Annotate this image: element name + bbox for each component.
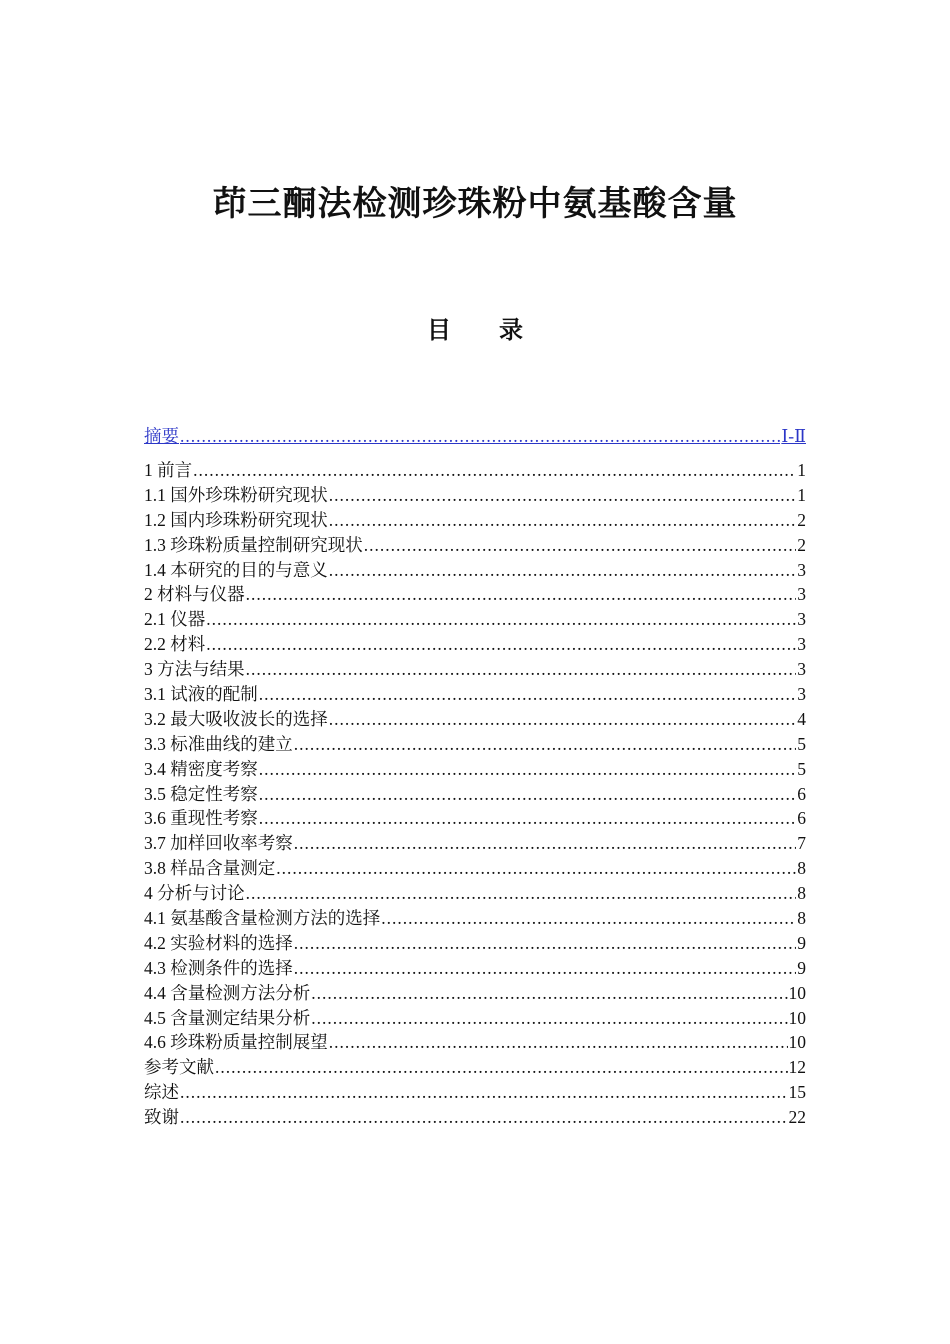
toc-entry-label: 1 前言	[144, 460, 193, 480]
toc-entry-label: 4.4 含量检测方法分析	[144, 982, 311, 1003]
toc-entry-page: 6	[797, 808, 806, 829]
toc-dot-leader	[259, 757, 797, 782]
toc-entry-label: 参考文献	[144, 1057, 214, 1078]
toc-entry-page: 6	[797, 783, 806, 804]
toc-entry-page: Ⅰ-Ⅱ	[781, 426, 806, 446]
toc-entry[interactable]	[144, 931, 806, 956]
toc-entry[interactable]	[144, 508, 806, 533]
toc-entry[interactable]	[144, 1080, 806, 1105]
toc-entry-page: 22	[788, 1107, 806, 1128]
toc-entry[interactable]	[144, 831, 806, 856]
toc-dot-leader	[381, 906, 796, 931]
toc-entry[interactable]	[144, 856, 806, 881]
toc-entry-label: 1.1 国外珍珠粉研究现状	[144, 484, 328, 505]
toc-entry-page: 10	[788, 1032, 806, 1053]
toc-dot-leader	[294, 732, 797, 757]
toc-entry-label: 3.3 标准曲线的建立	[144, 733, 293, 754]
toc-entry[interactable]	[144, 981, 806, 1006]
toc-entry-page: 8	[797, 858, 806, 879]
toc-entry-page: 3	[797, 634, 806, 655]
toc-entry[interactable]	[144, 458, 806, 483]
toc-entry[interactable]	[144, 558, 806, 583]
toc-link-abstract[interactable]	[144, 422, 806, 450]
toc-entry-label: 4.6 珍珠粉质量控制展望	[144, 1032, 328, 1053]
toc-entry-page: 2	[797, 534, 806, 555]
toc-entry-page: 2	[797, 509, 806, 530]
toc-entry[interactable]	[144, 657, 806, 682]
toc-dot-leader	[311, 1006, 787, 1031]
toc-entry-label: 摘要	[144, 426, 179, 446]
toc-entry-label: 3.6 重现性考察	[144, 808, 258, 829]
toc-entry[interactable]	[144, 632, 806, 657]
toc-entry-label: 2.1 仪器	[144, 609, 206, 630]
toc-dot-leader	[294, 931, 797, 956]
toc-heading-char-2: 录	[499, 316, 523, 344]
toc-entry-page: 3	[797, 684, 806, 705]
toc-entry-label: 3 方法与结果	[144, 659, 245, 680]
toc-dot-leader	[206, 632, 796, 657]
toc-heading-char-1: 目	[427, 316, 451, 344]
toc-entry-label: 1.3 珍珠粉质量控制研究现状	[144, 534, 363, 555]
toc-entry-label: 2 材料与仪器	[144, 584, 245, 605]
toc-dot-leader	[329, 1030, 788, 1055]
toc-entry-label: 3.7 加样回收率考察	[144, 833, 293, 854]
toc-entry-page: 3	[797, 609, 806, 630]
toc-entry-page: 12	[788, 1057, 806, 1078]
toc-entry-label: 3.8 样品含量测定	[144, 858, 276, 879]
toc-entry-page: 5	[797, 733, 806, 754]
toc-dot-leader	[294, 956, 797, 981]
toc-entry-label: 致谢	[144, 1107, 179, 1128]
toc-entry-page: 9	[797, 957, 806, 978]
toc-entry-page: 8	[797, 883, 806, 904]
toc-entry-page: 10	[788, 1007, 806, 1028]
toc-entry[interactable]	[144, 1030, 806, 1055]
toc-entry-label: 2.2 材料	[144, 634, 206, 655]
toc-dot-leader	[276, 856, 796, 881]
toc-entry[interactable]	[144, 582, 806, 607]
toc-entry-label: 3.4 精密度考察	[144, 758, 258, 779]
toc-entry[interactable]	[144, 806, 806, 831]
toc-entry-page: 15	[788, 1082, 806, 1103]
toc-dot-leader	[180, 422, 780, 450]
toc-dot-leader	[311, 981, 787, 1006]
toc-entry-label: 4.5 含量测定结果分析	[144, 1007, 311, 1028]
toc-dot-leader	[294, 831, 797, 856]
toc-dot-leader	[215, 1055, 788, 1080]
toc-entry[interactable]	[144, 881, 806, 906]
toc-dot-leader	[259, 682, 797, 707]
toc-entry-label: 3.5 稳定性考察	[144, 783, 258, 804]
toc-entry-page: 3	[797, 659, 806, 680]
toc-entry[interactable]	[144, 1105, 806, 1130]
toc-entry[interactable]	[144, 782, 806, 807]
toc-entry[interactable]	[144, 732, 806, 757]
document-title: 茚三酮法检测珍珠粉中氨基酸含量	[212, 184, 738, 224]
toc-dot-leader	[329, 483, 797, 508]
toc-entry-page: 7	[797, 833, 806, 854]
toc-dot-leader	[246, 657, 797, 682]
toc-dot-leader	[246, 582, 797, 607]
toc-dot-leader	[259, 806, 797, 831]
toc-entry-label: 4 分析与讨论	[144, 883, 245, 904]
toc-entry-page: 8	[797, 908, 806, 929]
toc-entry[interactable]	[144, 956, 806, 981]
table-of-contents	[144, 422, 806, 1130]
toc-entry[interactable]	[144, 1006, 806, 1031]
toc-entry-page: 5	[797, 758, 806, 779]
toc-entry-label: 4.1 氨基酸含量检测方法的选择	[144, 908, 381, 929]
toc-entry-label: 4.3 检测条件的选择	[144, 957, 293, 978]
toc-dot-leader	[180, 1080, 788, 1105]
toc-entry-page: 1	[797, 460, 806, 480]
toc-entry-list	[144, 458, 806, 1130]
toc-entry-page: 9	[797, 932, 806, 953]
toc-dot-leader	[329, 707, 797, 732]
toc-dot-leader	[193, 458, 796, 483]
toc-heading	[0, 310, 950, 345]
toc-entry[interactable]	[144, 483, 806, 508]
toc-dot-leader	[364, 533, 797, 558]
toc-entry-label: 1.4 本研究的目的与意义	[144, 559, 328, 580]
toc-entry[interactable]	[144, 682, 806, 707]
toc-dot-leader	[180, 1105, 788, 1130]
toc-entry-label: 3.1 试液的配制	[144, 684, 258, 705]
toc-entry-page: 4	[797, 708, 806, 729]
toc-entry-page: 3	[797, 559, 806, 580]
toc-entry[interactable]	[144, 607, 806, 632]
toc-dot-leader	[329, 558, 797, 583]
toc-entry-label: 综述	[144, 1082, 179, 1103]
toc-dot-leader	[329, 508, 797, 533]
toc-entry[interactable]	[144, 757, 806, 782]
toc-dot-leader	[246, 881, 797, 906]
toc-entry[interactable]	[144, 533, 806, 558]
toc-entry[interactable]	[144, 906, 806, 931]
toc-entry-label: 3.2 最大吸收波长的选择	[144, 708, 328, 729]
toc-entry[interactable]	[144, 1055, 806, 1080]
toc-entry-label: 1.2 国内珍珠粉研究现状	[144, 509, 328, 530]
toc-dot-leader	[259, 782, 797, 807]
toc-entry-page: 10	[788, 982, 806, 1003]
toc-entry-label: 4.2 实验材料的选择	[144, 932, 293, 953]
toc-entry-page: 3	[797, 584, 806, 605]
toc-dot-leader	[206, 607, 796, 632]
toc-entry-page: 1	[797, 484, 806, 505]
toc-entry[interactable]	[144, 707, 806, 732]
